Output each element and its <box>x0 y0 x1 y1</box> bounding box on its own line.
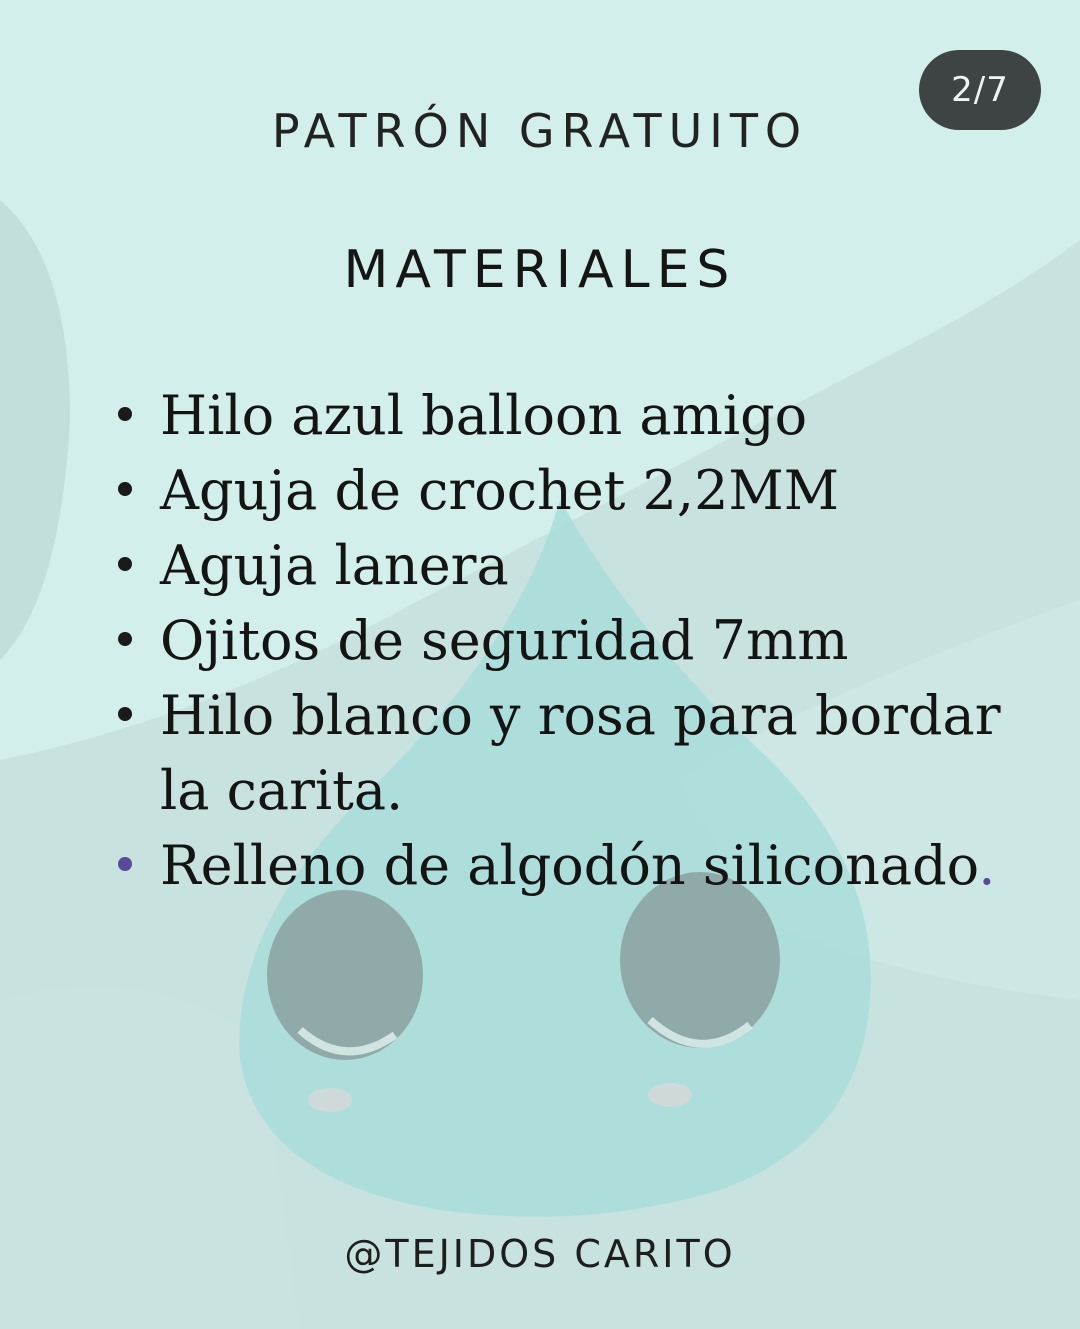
page-title: PATRÓN GRATUITO <box>271 104 809 158</box>
bullet-icon <box>118 707 132 721</box>
period-mark: . <box>978 834 996 897</box>
bullet-icon <box>118 557 132 571</box>
author-handle: @TEJIDOS CARITO <box>344 1232 736 1276</box>
bullet-icon <box>118 482 132 496</box>
list-item: Aguja de crochet 2,2MM <box>160 453 1060 528</box>
bullet-icon <box>118 632 132 646</box>
list-item: Hilo azul balloon amigo <box>160 378 1060 453</box>
section-heading: MATERIALES <box>343 240 737 300</box>
slide-counter-badge: 2/7 <box>919 50 1041 130</box>
bullet-icon <box>118 407 132 421</box>
list-item: Relleno de algodón siliconado. <box>160 828 1060 903</box>
list-item: Aguja lanera <box>160 528 1060 603</box>
list-item: Ojitos de seguridad 7mm <box>160 603 1060 678</box>
bullet-icon <box>118 857 132 871</box>
list-item: Hilo blanco y rosa para bordar la carita. <box>160 678 1060 828</box>
materials-list <box>160 378 1060 903</box>
